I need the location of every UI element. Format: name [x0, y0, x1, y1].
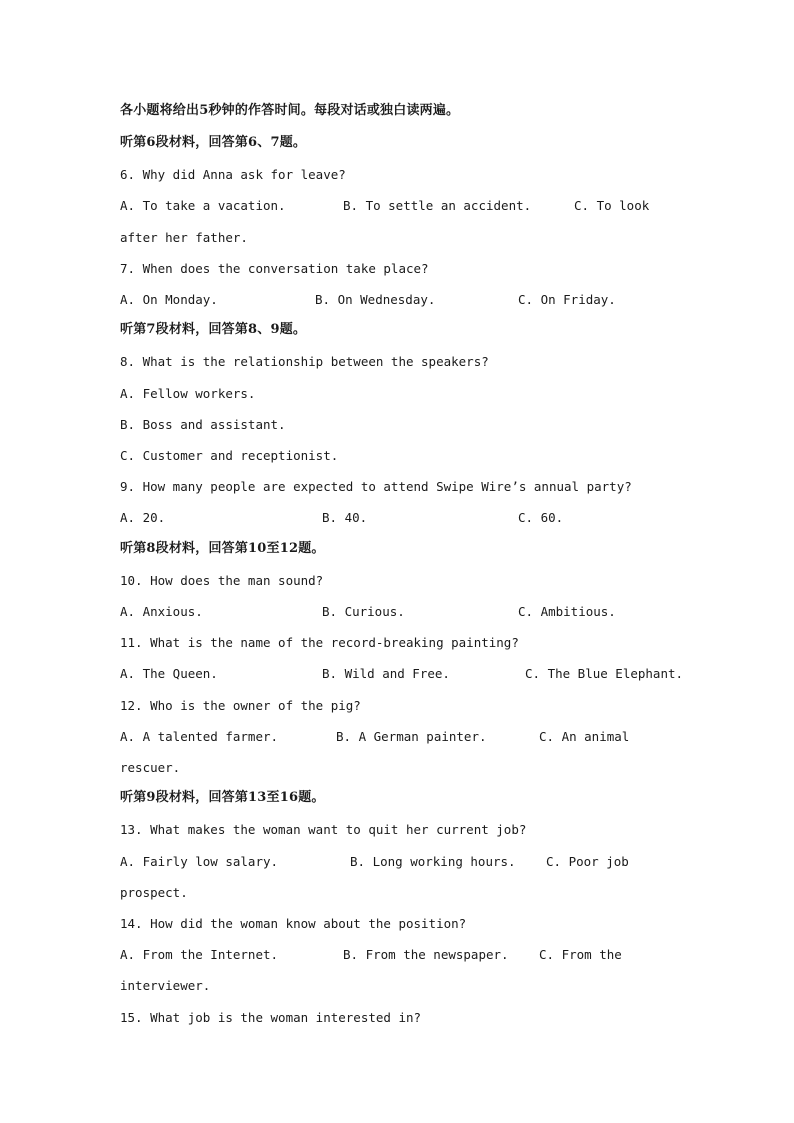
- question-10-option-c: C. Ambitious.: [518, 604, 616, 619]
- question-13-stem: 13. What makes the woman want to quit her current job?: [120, 822, 527, 837]
- question-8-option-c: C. Customer and receptionist.: [120, 448, 339, 463]
- section-heading-9: 听第9段材料，回答第13至16题。: [120, 790, 325, 805]
- question-6-option-b: B. To settle an accident.: [343, 198, 532, 213]
- question-14-option-a: A. From the Internet.: [120, 947, 279, 962]
- question-11-option-b: B. Wild and Free.: [322, 666, 450, 681]
- question-7-option-c: C. On Friday.: [518, 292, 616, 307]
- question-8-option-b: B. Boss and assistant.: [120, 417, 286, 432]
- question-12-option-a: A. A talented farmer.: [120, 729, 279, 744]
- question-13-option-c: C. Poor job: [546, 854, 629, 869]
- instruction-text: 各小题将给出5秒钟的作答时间。每段对话或独白读两遍。: [120, 103, 460, 118]
- question-11-option-c: C. The Blue Elephant.: [525, 666, 684, 681]
- question-6-option-a: A. To take a vacation.: [120, 198, 286, 213]
- question-12-option-b: B. A German painter.: [336, 729, 487, 744]
- section-heading-8: 听第8段材料，回答第10至12题。: [120, 541, 325, 556]
- question-10-option-b: B. Curious.: [322, 604, 405, 619]
- question-10-option-a: A. Anxious.: [120, 604, 203, 619]
- question-12-option-c: C. An animal: [539, 729, 630, 744]
- question-12-stem: 12. Who is the owner of the pig?: [120, 698, 361, 713]
- question-14-option-c: C. From the: [539, 947, 622, 962]
- question-11-stem: 11. What is the name of the record-breaking painting?: [120, 635, 519, 650]
- question-14-option-b: B. From the newspaper.: [343, 947, 509, 962]
- question-13-option-b: B. Long working hours.: [350, 854, 516, 869]
- question-9-option-a: A. 20.: [120, 510, 166, 525]
- question-7-option-a: A. On Monday.: [120, 292, 218, 307]
- section-heading-6: 听第6段材料，回答第6、7题。: [120, 135, 307, 150]
- question-15-stem: 15. What job is the woman interested in?: [120, 1010, 422, 1025]
- question-13-option-a: A. Fairly low salary.: [120, 854, 279, 869]
- question-11-option-a: A. The Queen.: [120, 666, 218, 681]
- question-13-option-c-continued: prospect.: [120, 885, 188, 900]
- question-6-option-c: C. To look: [574, 198, 650, 213]
- question-14-stem: 14. How did the woman know about the position?: [120, 916, 467, 931]
- section-heading-7: 听第7段材料，回答第8、9题。: [120, 322, 307, 337]
- question-9-option-b: B. 40.: [322, 510, 368, 525]
- question-6-option-c-continued: after her father.: [120, 230, 248, 245]
- question-10-stem: 10. How does the man sound?: [120, 573, 324, 588]
- question-7-option-b: B. On Wednesday.: [315, 292, 436, 307]
- question-9-option-c: C. 60.: [518, 510, 564, 525]
- question-8-stem: 8. What is the relationship between the speakers?: [120, 354, 489, 369]
- question-7-stem: 7. When does the conversation take place?: [120, 261, 429, 276]
- question-12-option-c-continued: rescuer.: [120, 760, 181, 775]
- question-6-stem: 6. Why did Anna ask for leave?: [120, 167, 346, 182]
- question-14-option-c-continued: interviewer.: [120, 978, 211, 993]
- question-9-stem: 9. How many people are expected to attend Swipe Wire’s annual party?: [120, 479, 632, 494]
- question-8-option-a: A. Fellow workers.: [120, 386, 256, 401]
